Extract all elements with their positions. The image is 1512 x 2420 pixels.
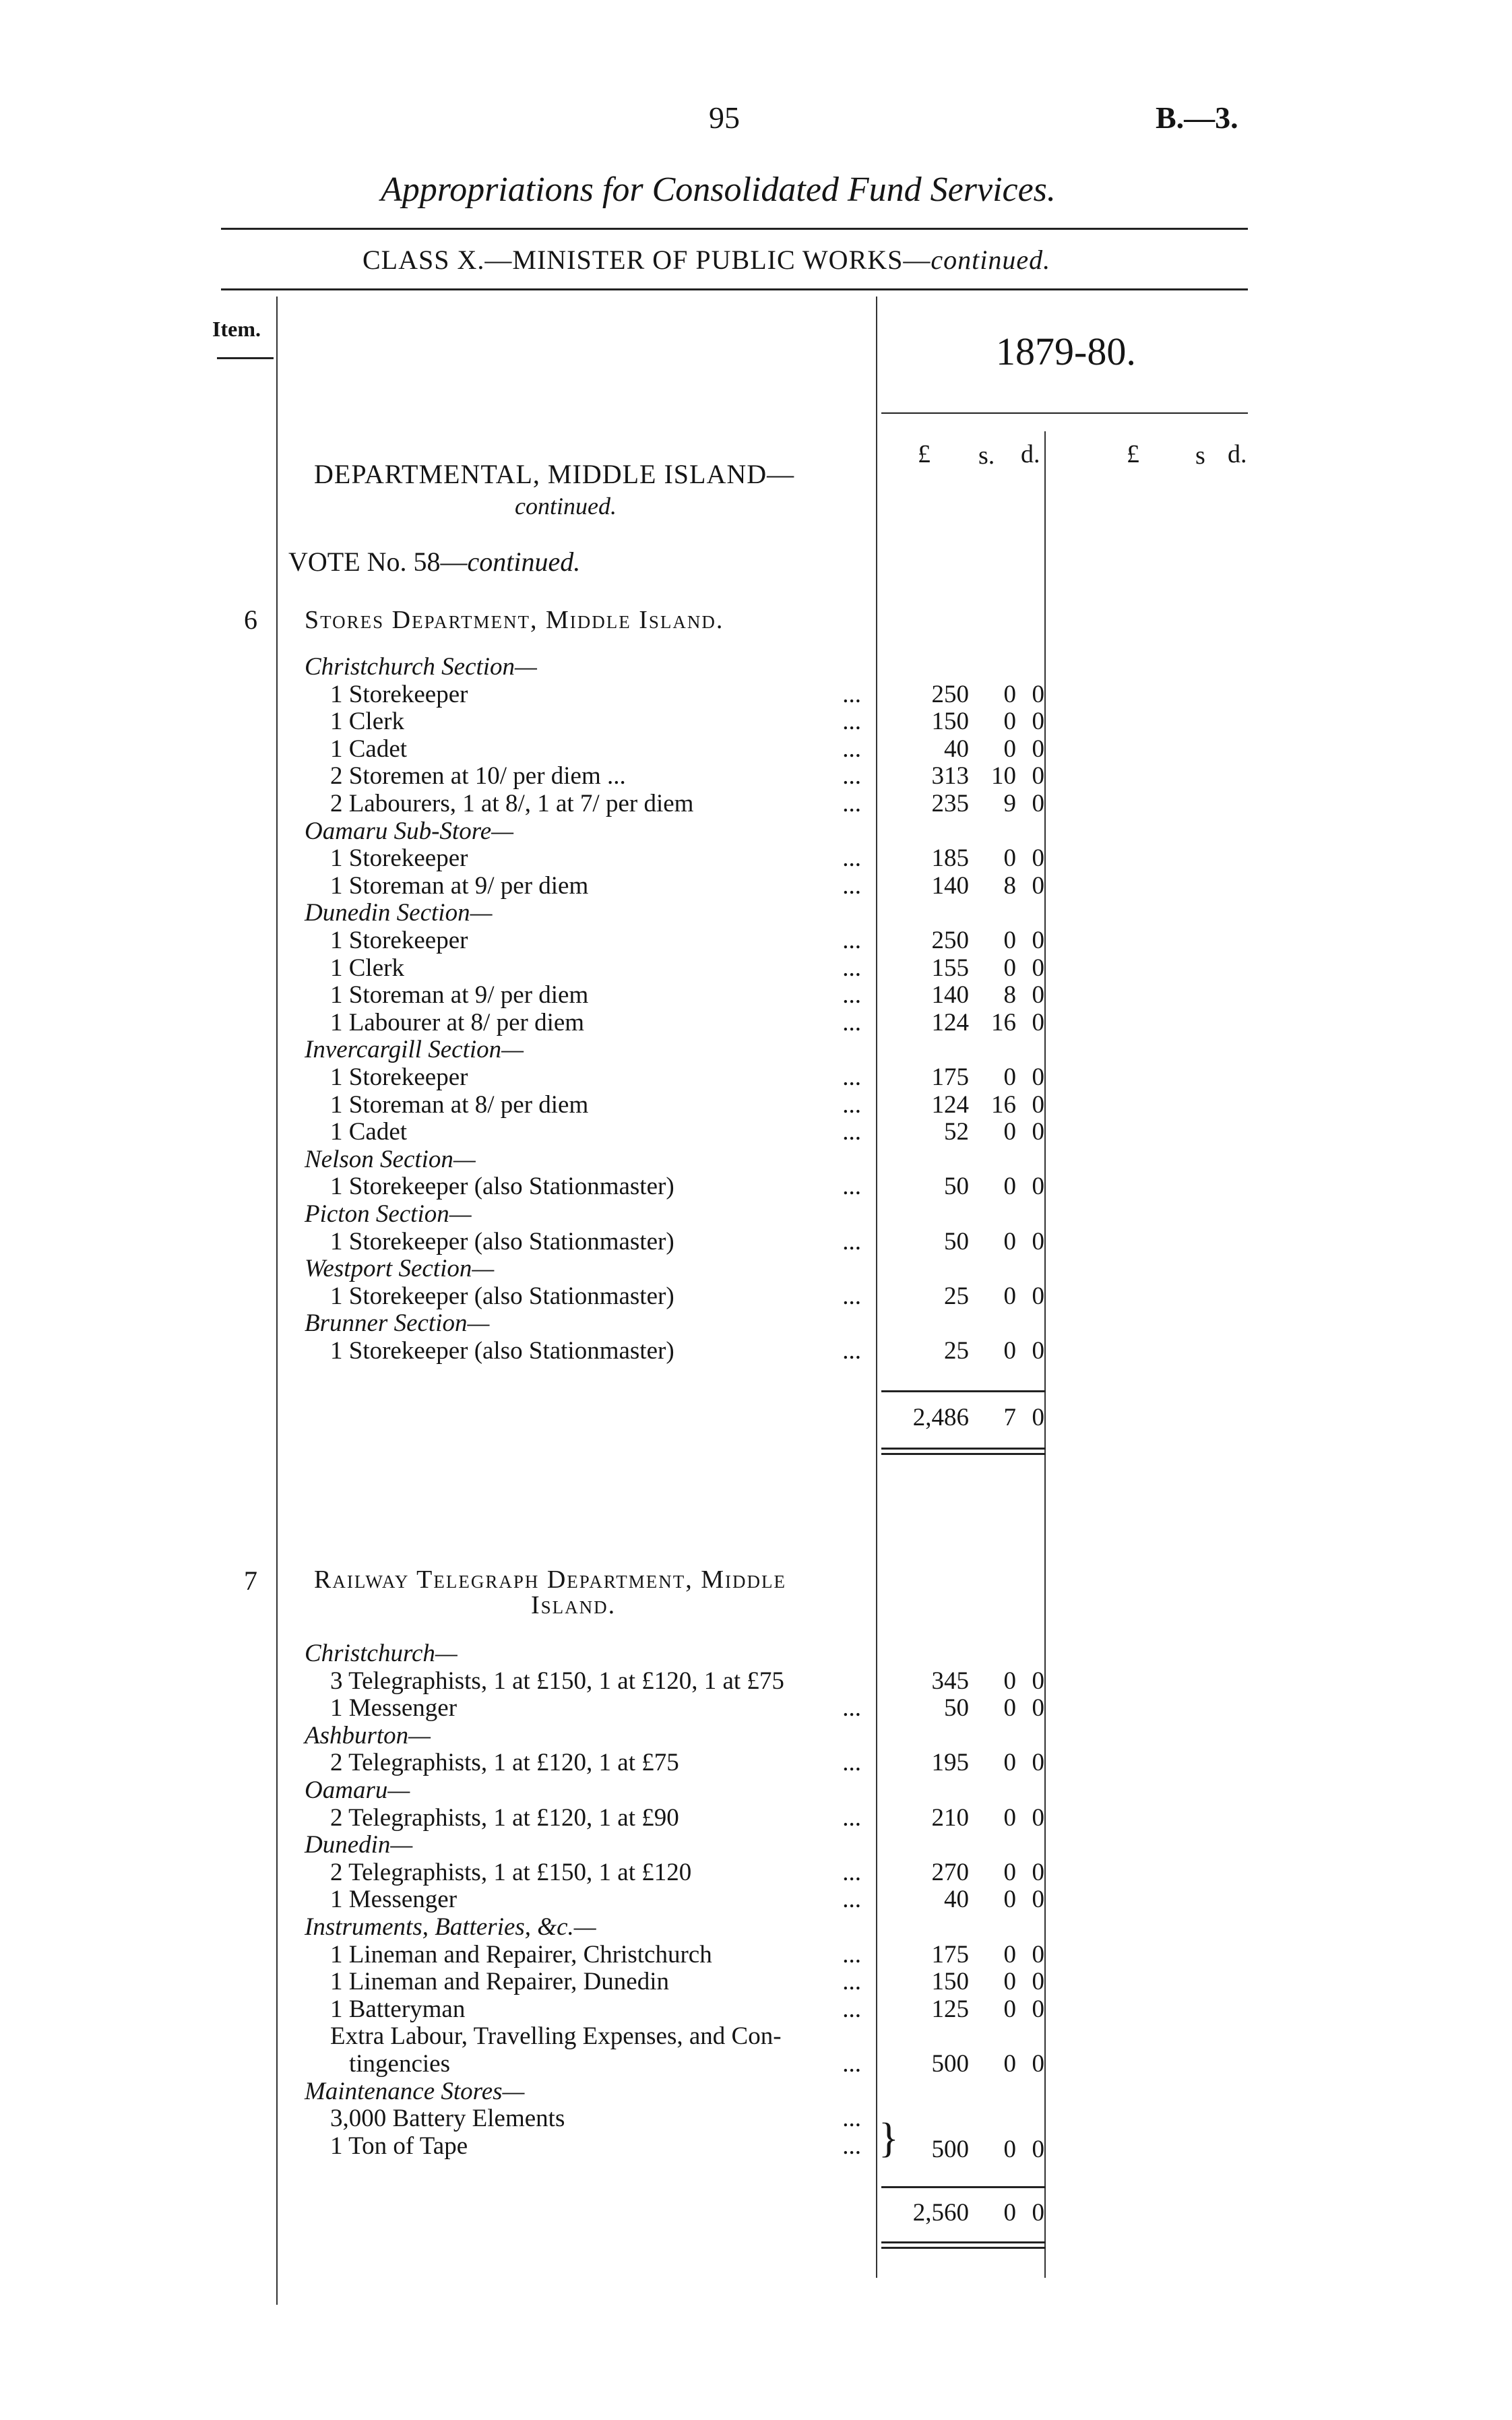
amount-pounds: 25 [944,1337,969,1365]
item-label: 1 Storekeeper [330,1063,468,1091]
leader-dots: ... [842,1940,861,1968]
line-item [0,680,1512,707]
item-label: tingencies [349,2050,451,2078]
amount-pence: 0 [1032,1090,1044,1119]
amount-shillings: 0 [1003,680,1016,708]
leader-dots: ... [842,2105,861,2133]
amount-pence: 0 [1032,954,1044,982]
section-label: Maintenance Stores— [305,2077,525,2105]
shilling-header: s. [978,441,995,470]
amount-shillings: 0 [1003,1995,1016,2023]
leader-dots: ... [842,2132,861,2160]
total-pounds: 2,560 [912,2199,969,2227]
page-title: Appropriations for Consolidated Fund Services. [381,170,1056,209]
amount-pounds: 195 [931,1749,969,1777]
amount-shillings: 0 [1003,1940,1016,1968]
amount-pounds: 175 [931,1063,969,1091]
amount-pounds: 124 [931,1008,969,1036]
amount-shillings: 0 [1003,927,1016,954]
page-number: 95 [709,100,740,135]
amount-pounds: 250 [931,927,969,954]
item-label: 1 Lineman and Repairer, Christchurch [330,1940,712,1968]
section-label: Dunedin Section— [305,899,493,927]
amount-pounds: 500 [931,2050,969,2078]
section-heading [0,1200,1512,1227]
section-label: Dunedin— [305,1831,413,1859]
amount-shillings: 0 [1003,1063,1016,1091]
item-label: 1 Lineman and Repairer, Dunedin [330,1968,669,1996]
braced-amount [0,2135,1512,2162]
leader-dots: ... [842,1886,861,1914]
line-item [0,2104,1512,2131]
section-label: Instruments, Batteries, &c.— [305,1913,596,1941]
amount-pence: 0 [1032,844,1044,873]
amount-pence: 0 [1032,1337,1044,1365]
amount-shillings: 10 [991,762,1016,790]
amount-pounds: 270 [931,1858,969,1886]
item-number: 6 [244,604,257,635]
amount-pounds: 25 [944,1282,969,1310]
amount-pounds: 155 [931,954,969,982]
section-heading [0,898,1512,925]
item-number: 7 [244,1565,257,1596]
section-heading [0,1254,1512,1281]
amount-pence: 0 [1032,871,1044,900]
line-item [0,1227,1512,1254]
section-heading [0,1830,1512,1857]
double-rule [881,2241,1046,2243]
amount-pounds: 40 [944,1886,969,1914]
amount-pounds: 140 [931,871,969,900]
double-rule [881,2247,1046,2249]
leader-dots: ... [842,1173,861,1201]
item-label: 2 Telegraphists, 1 at £150, 1 at £120 [330,1858,692,1886]
amount-pence: 0 [1032,735,1044,763]
leader-dots: ... [842,871,861,900]
amount-shillings: 16 [991,1090,1016,1119]
line-item [0,844,1512,871]
line-item [0,926,1512,953]
leader-dots: ... [842,1063,861,1091]
item-label: 1 Storekeeper [330,927,468,954]
section-label: Brunner Section— [305,1309,490,1338]
line-item [0,1090,1512,1117]
leader-dots: ... [842,1968,861,1996]
section-heading [0,817,1512,844]
item-label: 1 Storekeeper (also Stationmaster) [330,1173,674,1201]
amount-pounds: 50 [944,1227,969,1255]
pence-header-2: d. [1228,440,1247,468]
amount-pounds: 150 [931,708,969,736]
amount-pence: 0 [1032,1940,1044,1968]
item-label: 2 Telegraphists, 1 at £120, 1 at £75 [330,1749,679,1777]
leader-dots: ... [842,844,861,873]
item-label: 1 Clerk [330,954,404,982]
rule [881,412,1248,414]
section-label: Christchurch Section— [305,653,537,681]
amount-shillings: 0 [1003,1749,1016,1777]
amount-shillings: 0 [1003,1282,1016,1310]
item-label: Extra Labour, Travelling Expenses, and Con- [330,2022,782,2051]
amount-pence: 0 [1032,1282,1044,1310]
leader-dots: ... [842,1858,861,1886]
amount-shillings: 0 [1003,1118,1016,1146]
amount-shillings: 0 [1003,1858,1016,1886]
item-title-line2: Island. [531,1591,617,1619]
amount-pence: 0 [1032,927,1044,954]
leader-dots: ... [842,1995,861,2023]
line-item [0,1995,1512,2022]
leader-dots: ... [842,1337,861,1365]
item-label: 1 Storekeeper (also Stationmaster) [330,1282,674,1310]
amount-shillings: 0 [1003,844,1016,873]
line-item [0,1282,1512,1309]
line-item [0,1063,1512,1090]
pound-header: £ [918,440,931,468]
amount-pounds: 50 [944,1173,969,1201]
amount-shillings: 0 [1003,1886,1016,1914]
amount-shillings: 16 [991,1008,1016,1036]
department-title: DEPARTMENTAL, MIDDLE ISLAND— [314,459,795,489]
amount-pounds: 345 [931,1667,969,1695]
leader-dots: ... [842,1227,861,1255]
amount-shillings: 9 [1003,790,1016,817]
item-label: 3,000 Battery Elements [330,2105,565,2133]
amount-shillings: 0 [1003,1694,1016,1723]
line-item [0,1858,1512,1885]
pound-header-2: £ [1127,440,1139,468]
item6-total [0,1403,1512,1430]
item-label: 1 Storeman at 9/ per diem [330,981,589,1010]
double-rule [881,1448,1046,1450]
amount-pence: 0 [1032,1886,1044,1914]
pence-header: d. [1021,440,1040,468]
amount-pounds: 124 [931,1090,969,1119]
amount-pounds: 175 [931,1940,969,1968]
section-label: Oamaru— [305,1776,410,1804]
vote-continued: continued. [467,547,581,577]
section-label: Christchurch— [305,1640,458,1667]
leader-dots: ... [842,927,861,954]
shilling-header-2: s [1195,441,1205,470]
line-item [0,2022,1512,2049]
line-item [0,1008,1512,1035]
amount-pence: 0 [1032,762,1044,790]
vote-number: VOTE No. 58— [288,547,468,577]
amount-shillings: 0 [1003,1803,1016,1832]
item-label: 1 Storekeeper (also Stationmaster) [330,1337,674,1365]
item-label: 1 Cadet [330,735,408,763]
line-item [0,954,1512,981]
amount-pence: 0 [1032,1995,1044,2023]
leader-dots: ... [842,1090,861,1119]
line-item [0,735,1512,762]
item-label: 1 Messenger [330,1886,458,1914]
section-label: Westport Section— [305,1255,495,1283]
amount-pounds: 125 [931,1995,969,2023]
section-heading [0,1639,1512,1666]
department-continued: continued. [515,493,617,520]
class-heading-main: CLASS X.—MINISTER OF PUBLIC WORKS— [363,245,931,275]
item-label: 1 Storeman at 9/ per diem [330,871,589,900]
amount-pounds: 313 [931,762,969,790]
double-rule [881,1453,1046,1455]
line-item [0,2049,1512,2076]
item-label: 1 Storekeeper [330,680,468,708]
item-title: Stores Department, Middle Island. [305,606,724,634]
item-label: 1 Cadet [330,1118,408,1146]
leader-dots: ... [842,954,861,982]
leader-dots: ... [842,1118,861,1146]
amount-pence: 0 [1032,1173,1044,1201]
item-label: 1 Storekeeper (also Stationmaster) [330,1227,674,1255]
line-item [0,981,1512,1010]
amount-shillings: 0 [1003,708,1016,736]
amount-pounds: 235 [931,790,969,817]
amount-shillings: 0 [1003,1227,1016,1255]
section-label: Nelson Section— [305,1145,476,1173]
line-item [0,1967,1512,1994]
line-item [0,1117,1512,1144]
item7-total [0,2198,1512,2225]
section-label: Invercargill Section— [305,1036,524,1064]
leader-dots: ... [842,680,861,708]
leader-dots: ... [842,2050,861,2078]
rule [217,357,274,359]
amount-pence: 0 [1032,981,1044,1010]
item-label: 1 Messenger [330,1694,458,1723]
line-item [0,1748,1512,1775]
amount-pounds: 40 [944,735,969,763]
line-item [0,1803,1512,1830]
item-label: 1 Labourer at 8/ per diem [330,1008,585,1036]
item-title-line1: Railway Telegraph Department, Middle [314,1565,786,1594]
braced-pence: 0 [1032,2136,1044,2163]
item-label: 1 Ton of Tape [330,2132,468,2160]
line-item [0,871,1512,898]
amount-pounds: 50 [944,1694,969,1723]
sum-rule [881,1390,1046,1392]
amount-pence: 0 [1032,1858,1044,1886]
section-heading [0,1309,1512,1336]
section-heading [0,1776,1512,1803]
total-pence: 0 [1032,2199,1044,2227]
year-header: 1879-80. [996,330,1136,373]
amount-pence: 0 [1032,1227,1044,1255]
item-label: 1 Batteryman [330,1995,466,2023]
leader-dots: ... [842,708,861,736]
section-label: Ashburton— [305,1721,431,1749]
item-label: 2 Storemen at 10/ per diem ... [330,762,626,790]
item-label: 1 Clerk [330,708,404,736]
amount-pounds: 140 [931,981,969,1010]
item-label: 1 Storekeeper [330,844,468,873]
leader-dots: ... [842,762,861,790]
amount-shillings: 0 [1003,1667,1016,1695]
amount-pounds: 250 [931,680,969,708]
rule [221,288,1248,290]
leader-dots: ... [842,790,861,817]
amount-pounds: 210 [931,1803,969,1832]
line-item [0,1172,1512,1199]
line-item [0,1336,1512,1363]
section-heading [0,1721,1512,1748]
amount-shillings: 8 [1003,981,1016,1010]
amount-pence: 0 [1032,1118,1044,1146]
section-heading [0,2077,1512,2104]
amount-pence: 0 [1032,1667,1044,1695]
leader-dots: ... [842,1803,861,1832]
amount-pence: 0 [1032,680,1044,708]
section-heading [0,1913,1512,1940]
section-heading [0,652,1512,679]
leader-dots: ... [842,735,861,763]
line-item [0,1885,1512,1912]
section-heading [0,1145,1512,1172]
section-label: Picton Section— [305,1200,472,1228]
amount-shillings: 0 [1003,954,1016,982]
class-heading-continued: continued. [931,245,1051,275]
rule [221,228,1248,230]
amount-pence: 0 [1032,708,1044,736]
line-item [0,762,1512,788]
braced-pounds: 500 [931,2136,969,2163]
total-pence: 0 [1032,1404,1044,1431]
amount-pounds: 185 [931,844,969,873]
line-item [0,1940,1512,1967]
item-label: 2 Labourers, 1 at 8/, 1 at 7/ per diem [330,790,694,817]
item-column-header: Item. [212,317,261,341]
braced-shillings: 0 [1003,2136,1016,2163]
amount-shillings: 0 [1003,1173,1016,1201]
total-shillings: 7 [1003,1404,1016,1431]
amount-pence: 0 [1032,1063,1044,1091]
item-label: 3 Telegraphists, 1 at £150, 1 at £120, 1 at £75 [330,1667,784,1695]
amount-pence: 0 [1032,790,1044,817]
section-label: Oamaru Sub-Store— [305,817,514,845]
line-item [0,1694,1512,1723]
amount-pence: 0 [1032,1968,1044,1996]
amount-pence: 0 [1032,2050,1044,2078]
class-heading [363,244,1050,276]
leader-dots: ... [842,981,861,1010]
amount-pence: 0 [1032,1008,1044,1036]
brace: } [879,2115,899,2161]
amount-shillings: 8 [1003,871,1016,900]
leader-dots: ... [842,1282,861,1310]
amount-shillings: 0 [1003,1968,1016,1996]
amount-pounds: 52 [944,1118,969,1146]
amount-pounds: 150 [931,1968,969,1996]
amount-pence: 0 [1032,1749,1044,1777]
amount-pence: 0 [1032,1803,1044,1832]
line-item [0,707,1512,734]
amount-shillings: 0 [1003,2050,1016,2078]
leader-dots: ... [842,1008,861,1036]
amount-shillings: 0 [1003,1337,1016,1365]
vote-heading [288,546,580,578]
leader-dots: ... [842,1694,861,1723]
item-label: 2 Telegraphists, 1 at £120, 1 at £90 [330,1803,679,1832]
leader-dots: ... [842,1749,861,1777]
total-shillings: 0 [1003,2199,1016,2227]
total-pounds: 2,486 [912,1404,969,1431]
line-item [0,1667,1512,1694]
document-reference: B.—3. [1156,100,1238,135]
sum-rule [881,2186,1046,2188]
amount-shillings: 0 [1003,735,1016,763]
line-item [0,789,1512,816]
item-label: 1 Storeman at 8/ per diem [330,1090,589,1119]
amount-pence: 0 [1032,1694,1044,1723]
section-heading [0,1035,1512,1062]
